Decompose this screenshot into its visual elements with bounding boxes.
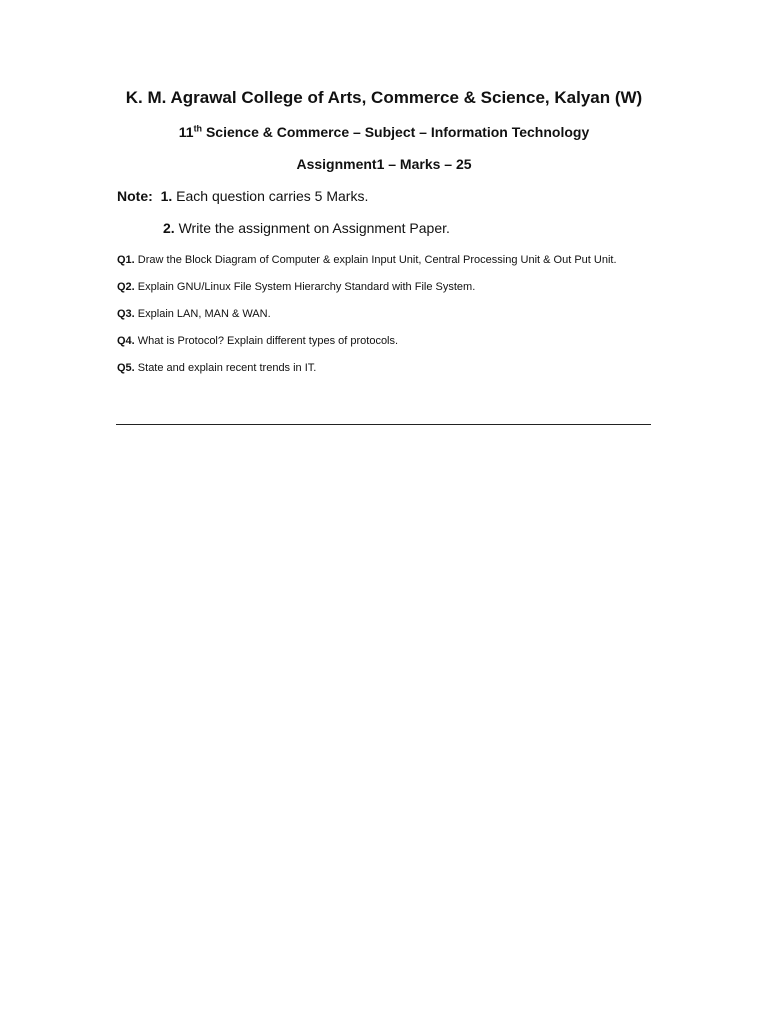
course-rest: Science & Commerce – Subject – Information Technology — [202, 124, 590, 140]
note-text: Each question carries 5 Marks. — [176, 188, 369, 204]
question-text: What is Protocol? Explain different types of protocols. — [137, 335, 399, 347]
question-number: Q5. — [117, 362, 135, 374]
question-text: State and explain recent trends in IT. — [137, 362, 317, 374]
course-line — [0, 124, 768, 140]
question-number: Q1. — [117, 254, 135, 266]
question-item — [117, 306, 637, 323]
course-superscript: th — [193, 123, 203, 134]
question-text: Explain GNU/Linux File System Hierarchy Standard with File System. — [137, 281, 476, 293]
college-title: K. M. Agrawal College of Arts, Commerce & Science, Kalyan (W) — [125, 88, 643, 107]
question-item — [117, 279, 637, 296]
note-item-1 — [117, 188, 368, 204]
question-number: Q3. — [117, 308, 135, 320]
question-list — [117, 252, 637, 387]
question-text: Explain LAN, MAN & WAN. — [137, 308, 271, 320]
question-number: Q4. — [117, 335, 135, 347]
question-number: Q2. — [117, 281, 135, 293]
note-item-2 — [163, 220, 450, 236]
question-text: Draw the Block Diagram of Computer & explain Input Unit, Central Processing Unit & Out Put Unit. — [137, 254, 617, 266]
note-text: Write the assignment on Assignment Paper. — [178, 220, 450, 236]
assignment-title: Assignment1 – Marks – 25 — [296, 156, 472, 172]
note-label: Note: — [117, 188, 153, 204]
question-item — [117, 252, 637, 269]
course-prefix: 11 — [178, 124, 194, 140]
question-item — [117, 360, 637, 377]
note-number: 2. — [163, 220, 175, 236]
note-number: 1. — [160, 188, 173, 204]
question-item — [117, 333, 637, 350]
horizontal-rule — [116, 424, 651, 425]
